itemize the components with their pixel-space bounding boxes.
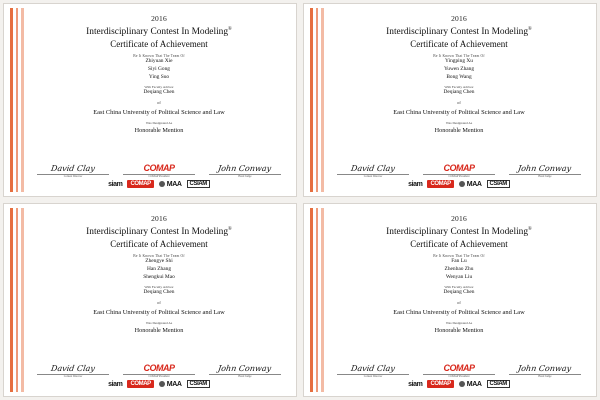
year: 2016 xyxy=(451,214,467,223)
advisor-label: With Faculty Advisor xyxy=(144,284,174,289)
signature-mark: John Conway xyxy=(517,163,573,173)
certificate-bottom-right xyxy=(303,203,597,397)
advisor-label: With Faculty Advisor xyxy=(444,84,474,89)
certificate-line: Certificate of Achievement xyxy=(110,39,208,50)
member-name: Siyi Gong xyxy=(147,65,170,72)
siam-logo-icon: siam xyxy=(108,380,123,388)
siam-logo-icon: siam xyxy=(408,180,423,188)
designated-label: Was Designated As xyxy=(445,121,473,126)
signature-caption: Head Judge xyxy=(238,375,252,378)
of-label: of xyxy=(157,100,161,106)
decorative-bars xyxy=(310,8,324,192)
sponsor-logos xyxy=(30,180,288,192)
signatures xyxy=(330,160,588,181)
signature-block-1 xyxy=(333,160,413,179)
signature-block-3 xyxy=(205,360,285,379)
member-name: Shengkui Mao xyxy=(143,273,175,280)
designated-label: Was Designated As xyxy=(145,321,173,326)
certificate-line: Certificate of Achievement xyxy=(110,239,208,250)
member-name: Yingping Xu xyxy=(444,58,473,65)
signatures xyxy=(30,160,288,181)
advisor-name: Deqiang Chen xyxy=(143,288,175,295)
maa-logo-icon: MAA xyxy=(459,381,482,388)
contest-title: Interdisciplinary Contest In Modeling® xyxy=(86,27,232,38)
signature-block-1 xyxy=(33,360,113,379)
year: 2016 xyxy=(451,14,467,23)
contest-title: Interdisciplinary Contest In Modeling® xyxy=(386,227,532,238)
csiam-logo-icon: CSIAM xyxy=(187,380,210,388)
institution: East China University of Political Science and Law xyxy=(93,109,225,117)
csiam-logo-icon: CSIAM xyxy=(487,380,510,388)
signature-mark: John Conway xyxy=(217,363,273,373)
signatures xyxy=(330,360,588,381)
comap-logo-icon: COMAP xyxy=(127,180,153,188)
designated-label: Was Designated As xyxy=(145,121,173,126)
comap-seal-icon: COMAP xyxy=(443,162,475,173)
signature-caption: Head Judge xyxy=(538,375,552,378)
decorative-bars xyxy=(10,208,24,392)
award: Honorable Mention xyxy=(434,127,484,135)
comap-seal-icon: COMAP xyxy=(143,362,175,373)
member-name: Zhenbao Zhu xyxy=(444,265,474,272)
maa-logo-icon: MAA xyxy=(159,381,182,388)
of-label: of xyxy=(457,300,461,306)
advisor-label: With Faculty Advisor xyxy=(144,84,174,89)
member-name: Zhengye Shi xyxy=(145,258,173,265)
member-name: Wenyan Liu xyxy=(445,273,473,280)
signature-block-3 xyxy=(205,160,285,179)
designated-label: Was Designated As xyxy=(445,321,473,326)
year: 2016 xyxy=(151,214,167,223)
maa-logo-icon: MAA xyxy=(459,181,482,188)
signature-block-3 xyxy=(505,160,585,179)
contest-title: Interdisciplinary Contest In Modeling® xyxy=(386,27,532,38)
comap-logo-icon: COMAP xyxy=(427,380,453,388)
signature-block-2 xyxy=(419,160,499,179)
contest-title: Interdisciplinary Contest In Modeling® xyxy=(86,227,232,238)
be-it-known-label: Be It Known That The Team Of xyxy=(133,254,185,259)
comap-logo-icon: COMAP xyxy=(127,380,153,388)
institution: East China University of Political Science and Law xyxy=(393,309,525,317)
signature-caption: Contest Director xyxy=(363,175,383,178)
advisor-label: With Faculty Advisor xyxy=(444,284,474,289)
signature-mark: David Clay xyxy=(50,163,96,173)
member-name: Yuwen Zhang xyxy=(443,65,475,72)
sponsor-logos xyxy=(30,380,288,392)
signatures xyxy=(30,360,288,381)
signature-caption: COMAP President xyxy=(148,175,170,178)
signature-caption: Contest Director xyxy=(63,175,83,178)
signature-mark: John Conway xyxy=(517,363,573,373)
csiam-logo-icon: CSIAM xyxy=(187,180,210,188)
member-name: Fan Lu xyxy=(451,258,467,265)
signature-caption: Head Judge xyxy=(238,175,252,178)
be-it-known-label: Be It Known That The Team Of xyxy=(433,54,485,59)
signature-mark: David Clay xyxy=(350,363,396,373)
award: Honorable Mention xyxy=(134,127,184,135)
sponsor-logos xyxy=(330,380,588,392)
signature-block-1 xyxy=(33,160,113,179)
certificate-top-right xyxy=(303,3,597,197)
member-name: Han Zhang xyxy=(146,265,172,272)
signature-mark: John Conway xyxy=(217,163,273,173)
be-it-known-label: Be It Known That The Team Of xyxy=(433,254,485,259)
signature-caption: Contest Director xyxy=(363,375,383,378)
signature-mark: David Clay xyxy=(50,363,96,373)
sponsor-logos xyxy=(330,180,588,192)
member-name: Ying Suo xyxy=(148,73,170,80)
institution: East China University of Political Science and Law xyxy=(393,109,525,117)
certificate-bottom-left xyxy=(3,203,297,397)
of-label: of xyxy=(457,100,461,106)
signature-mark: David Clay xyxy=(350,163,396,173)
certificate-top-left xyxy=(3,3,297,197)
certificate-line: Certificate of Achievement xyxy=(410,39,508,50)
year: 2016 xyxy=(151,14,167,23)
signature-block-1 xyxy=(333,360,413,379)
institution: East China University of Political Science and Law xyxy=(93,309,225,317)
decorative-bars xyxy=(310,208,324,392)
signature-caption: COMAP President xyxy=(448,175,470,178)
advisor-name: Deqiang Chen xyxy=(143,88,175,95)
signature-caption: Head Judge xyxy=(538,175,552,178)
signature-block-2 xyxy=(119,360,199,379)
of-label: of xyxy=(157,300,161,306)
csiam-logo-icon: CSIAM xyxy=(487,180,510,188)
comap-logo-icon: COMAP xyxy=(427,180,453,188)
member-name: Zhiyuan Xie xyxy=(145,58,173,65)
siam-logo-icon: siam xyxy=(408,380,423,388)
signature-block-3 xyxy=(505,360,585,379)
signature-caption: Contest Director xyxy=(63,375,83,378)
be-it-known-label: Be It Known That The Team Of xyxy=(133,54,185,59)
award: Honorable Mention xyxy=(134,327,184,335)
comap-seal-icon: COMAP xyxy=(143,162,175,173)
award: Honorable Mention xyxy=(434,327,484,335)
advisor-name: Deqiang Chen xyxy=(443,288,475,295)
siam-logo-icon: siam xyxy=(108,180,123,188)
certificate-line: Certificate of Achievement xyxy=(410,239,508,250)
maa-logo-icon: MAA xyxy=(159,181,182,188)
decorative-bars xyxy=(10,8,24,192)
comap-seal-icon: COMAP xyxy=(443,362,475,373)
signature-block-2 xyxy=(419,360,499,379)
signature-block-2 xyxy=(119,160,199,179)
signature-caption: COMAP President xyxy=(448,375,470,378)
member-name: Bong Wang xyxy=(446,73,472,80)
signature-caption: COMAP President xyxy=(148,375,170,378)
advisor-name: Deqiang Chen xyxy=(443,88,475,95)
